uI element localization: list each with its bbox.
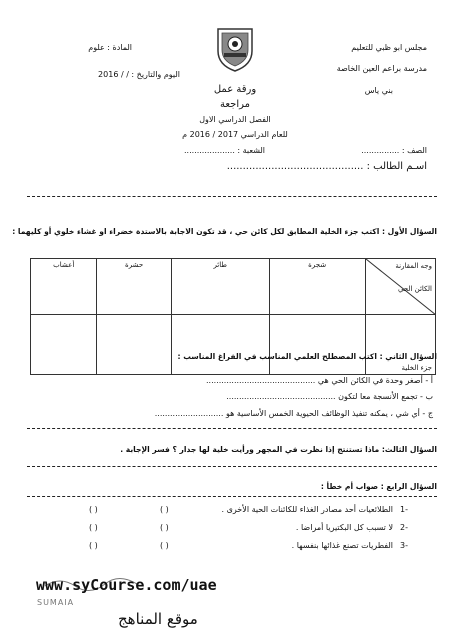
tf-statement: لا تسبب كل البكتيريا أمراضا .: [295, 523, 393, 532]
city-name: بني ياس: [364, 86, 393, 95]
q1-col-header: شجرة: [269, 259, 365, 315]
council-name: مجلس ابو ظبي للتعليم: [351, 43, 427, 52]
question-3-title: السؤال الثالث: ماذا تستنتج إذا نظرت في المجهر ورأيت خلية لها جدار ؟ فسر الإجابة .: [120, 445, 437, 454]
q2-item: أ - أصغر وحدة في الكائن الحي هي ...........................................: [206, 376, 433, 385]
student-name-field: اسـم الطالب : ...........................................: [226, 161, 427, 172]
q1-col-header: أعشاب: [31, 259, 97, 315]
subject-label: المادة : علوم: [88, 43, 132, 52]
date-label: اليوم والتاريخ : / / 2016: [98, 70, 180, 79]
divider: [27, 428, 437, 429]
tf-paren[interactable]: ( ): [160, 541, 169, 550]
school-logo: [212, 25, 258, 73]
q1-col-header: حشرة: [97, 259, 171, 315]
q1-answer-cell[interactable]: [269, 315, 365, 375]
tf-paren-left[interactable]: ( ): [89, 523, 98, 532]
class-field: الصف : ...............: [361, 146, 427, 155]
question-1-title: السؤال الأول : اكتب جزء الخلية المطابق لكل كائن حي ، قد تكون الاجابة بالاستدة خضراء او غشاء خلوي أو كليهما :: [12, 227, 437, 236]
q2-item: ب - تجمع الأنسجة معا لتكون ...........................................: [226, 392, 433, 401]
school-name: مدرسة براعم العين الخاصة: [336, 64, 427, 73]
q1-row-label: جزء الخلية: [365, 315, 435, 375]
divider: [27, 496, 437, 497]
tf-number: 2-: [400, 523, 408, 532]
question-2-title: السؤال الثاني : اكتب المصطلح العلمي المناسب في الفراغ المناسب :: [177, 352, 437, 361]
tf-number: 1-: [400, 505, 408, 514]
tf-paren-left[interactable]: ( ): [89, 541, 98, 550]
q2-item: ج - أي شي ، يمكنه تنفيذ الوظائف الحيوية الخمس الأساسية هو ...........................: [154, 409, 433, 418]
q1-answer-cell[interactable]: [97, 315, 171, 375]
worksheet-title: ورقة عمل: [213, 84, 257, 95]
review-title: مراجعة: [219, 99, 251, 110]
q1-col-header: طائر: [171, 259, 269, 315]
q1-corner-bottom: الكائن الحي: [397, 285, 432, 293]
q1-corner-top: وجه المقارنة: [395, 262, 432, 270]
divider: [27, 196, 437, 197]
q1-answer-cell[interactable]: [171, 315, 269, 375]
year-label: للعام الدراسي 2017 / 2016 م: [182, 130, 288, 139]
answer-line[interactable]: [27, 466, 437, 467]
tf-statement: الفطريات تصنع غذائها بنفسها .: [291, 541, 393, 550]
tf-statement: الطلائعيات أحد مصادر الغذاء للكائنات الحية الأخرى .: [221, 505, 393, 514]
site-url[interactable]: www.syCourse.com/uae: [36, 576, 217, 594]
site-name: موقع المناهج: [118, 610, 198, 628]
tf-paren[interactable]: ( ): [160, 505, 169, 514]
tf-paren[interactable]: ( ): [160, 523, 169, 532]
q1-answer-cell[interactable]: [31, 315, 97, 375]
question-4-title: السؤال الرابع : صواب أم خطأ :: [320, 482, 437, 491]
tf-paren-left[interactable]: ( ): [89, 505, 98, 514]
section-field: الشعبة : ....................: [184, 146, 265, 155]
q1-corner-cell: [365, 259, 435, 315]
term-label: الفصل الدراسي الاول: [199, 115, 271, 124]
tf-number: 3-: [400, 541, 408, 550]
brand-label: SUMAIA: [37, 598, 75, 607]
